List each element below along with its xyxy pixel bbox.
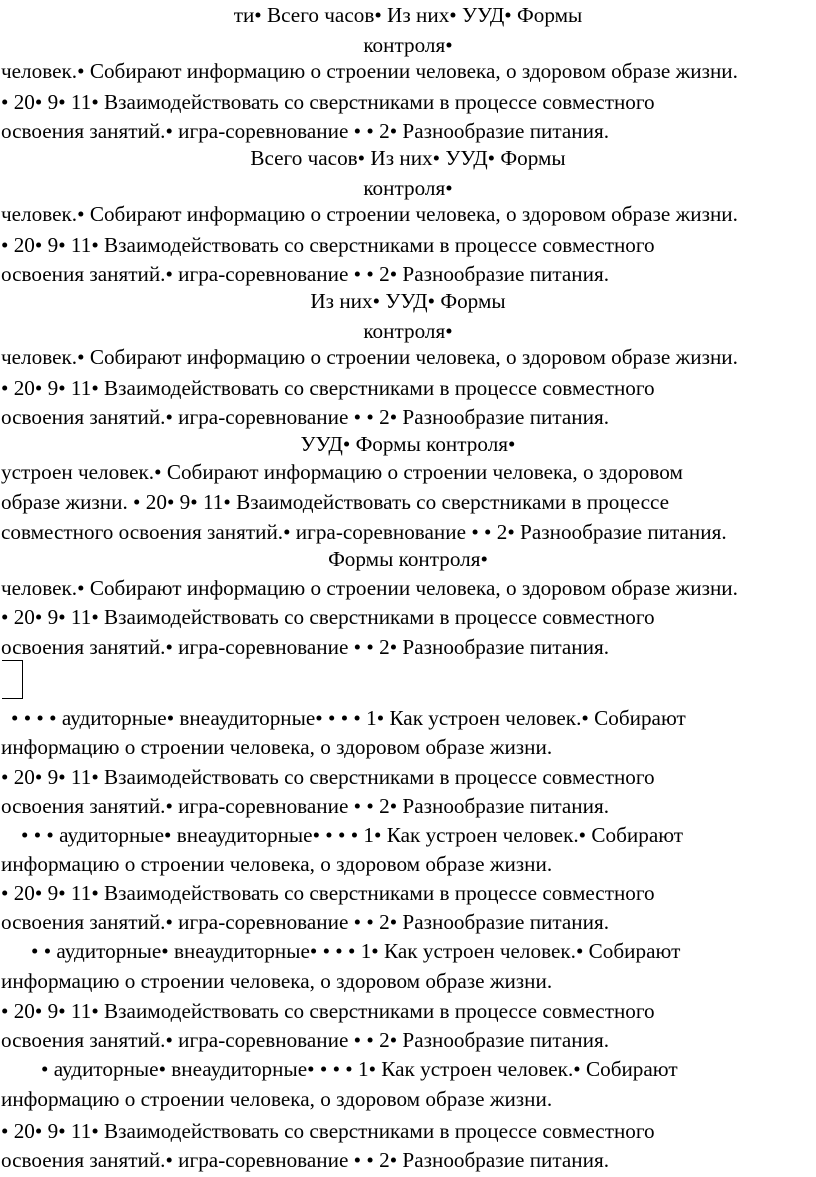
table-cell-border bbox=[2, 660, 23, 699]
text-line: • • • • аудиторные• внеаудиторные• • • • 1• Как устроен человек.• Собирают bbox=[11, 706, 686, 730]
text-line: информацию о строении человека, о здоровом образе жизни. bbox=[1, 735, 553, 759]
text-line: человек.• Собирают информацию о строении человека, о здоровом образе жизни. bbox=[1, 576, 738, 600]
text-line: человек.• Собирают информацию о строении человека, о здоровом образе жизни. bbox=[1, 59, 738, 83]
text-line: Из них• УУД• Формы bbox=[310, 289, 506, 313]
text-line: информацию о строении человека, о здоровом образе жизни. bbox=[1, 1087, 553, 1111]
text-line: освоения занятий.• игра-соревнование • • 2• Разнообразие питания. bbox=[1, 910, 610, 934]
text-line: освоения занятий.• игра-соревнование • • 2• Разнообразие питания. bbox=[1, 1028, 610, 1052]
text-line: • 20• 9• 11• Взаимодействовать со сверстниками в процессе совместного bbox=[1, 90, 655, 114]
text-line: контроля• bbox=[363, 176, 453, 200]
text-line: освоения занятий.• игра-соревнование • • 2• Разнообразие питания. bbox=[1, 635, 610, 659]
text-line: человек.• Собирают информацию о строении человека, о здоровом образе жизни. bbox=[1, 345, 738, 369]
text-line: • 20• 9• 11• Взаимодействовать со сверстниками в процессе совместного bbox=[1, 999, 655, 1023]
text-line: • 20• 9• 11• Взаимодействовать со сверстниками в процессе совместного bbox=[1, 605, 655, 629]
text-line: освоения занятий.• игра-соревнование • • 2• Разнообразие питания. bbox=[1, 1148, 610, 1172]
text-line: освоения занятий.• игра-соревнование • • 2• Разнообразие питания. bbox=[1, 119, 610, 143]
text-line: Формы контроля• bbox=[328, 547, 488, 571]
text-line: освоения занятий.• игра-соревнование • • 2• Разнообразие питания. bbox=[1, 405, 610, 429]
text-line: устроен человек.• Собирают информацию о строении человека, о здоровом bbox=[1, 460, 683, 484]
text-line: • 20• 9• 11• Взаимодействовать со сверстниками в процессе совместного bbox=[1, 233, 655, 257]
text-line: • 20• 9• 11• Взаимодействовать со сверстниками в процессе совместного bbox=[1, 376, 655, 400]
text-line: • • • аудиторные• внеаудиторные• • • • 1• Как устроен человек.• Собирают bbox=[21, 823, 684, 847]
text-line: • 20• 9• 11• Взаимодействовать со сверстниками в процессе совместного bbox=[1, 881, 655, 905]
text-line: • аудиторные• внеаудиторные• • • • 1• Как устроен человек.• Собирают bbox=[41, 1057, 678, 1081]
text-line: Всего часов• Из них• УУД• Формы bbox=[250, 146, 566, 170]
text-line: • • аудиторные• внеаудиторные• • • • 1• Как устроен человек.• Собирают bbox=[31, 939, 681, 963]
text-line: • 20• 9• 11• Взаимодействовать со сверстниками в процессе совместного bbox=[1, 765, 655, 789]
text-line: контроля• bbox=[363, 33, 453, 57]
text-line: УУД• Формы контроля• bbox=[300, 432, 516, 456]
text-line: информацию о строении человека, о здоровом образе жизни. bbox=[1, 852, 553, 876]
text-line: информацию о строении человека, о здоровом образе жизни. bbox=[1, 969, 553, 993]
text-line: освоения занятий.• игра-соревнование • • 2• Разнообразие питания. bbox=[1, 262, 610, 286]
text-line: контроля• bbox=[363, 319, 453, 343]
text-line: ти• Всего часов• Из них• УУД• Формы bbox=[233, 3, 583, 27]
text-line: образе жизни. • 20• 9• 11• Взаимодействовать со сверстниками в процессе bbox=[1, 490, 670, 514]
text-line: совместного освоения занятий.• игра-соревнование • • 2• Разнообразие питания. bbox=[1, 520, 727, 544]
text-line: • 20• 9• 11• Взаимодействовать со сверстниками в процессе совместного bbox=[1, 1119, 655, 1143]
text-line: освоения занятий.• игра-соревнование • • 2• Разнообразие питания. bbox=[1, 794, 610, 818]
text-line: человек.• Собирают информацию о строении человека, о здоровом образе жизни. bbox=[1, 202, 738, 226]
